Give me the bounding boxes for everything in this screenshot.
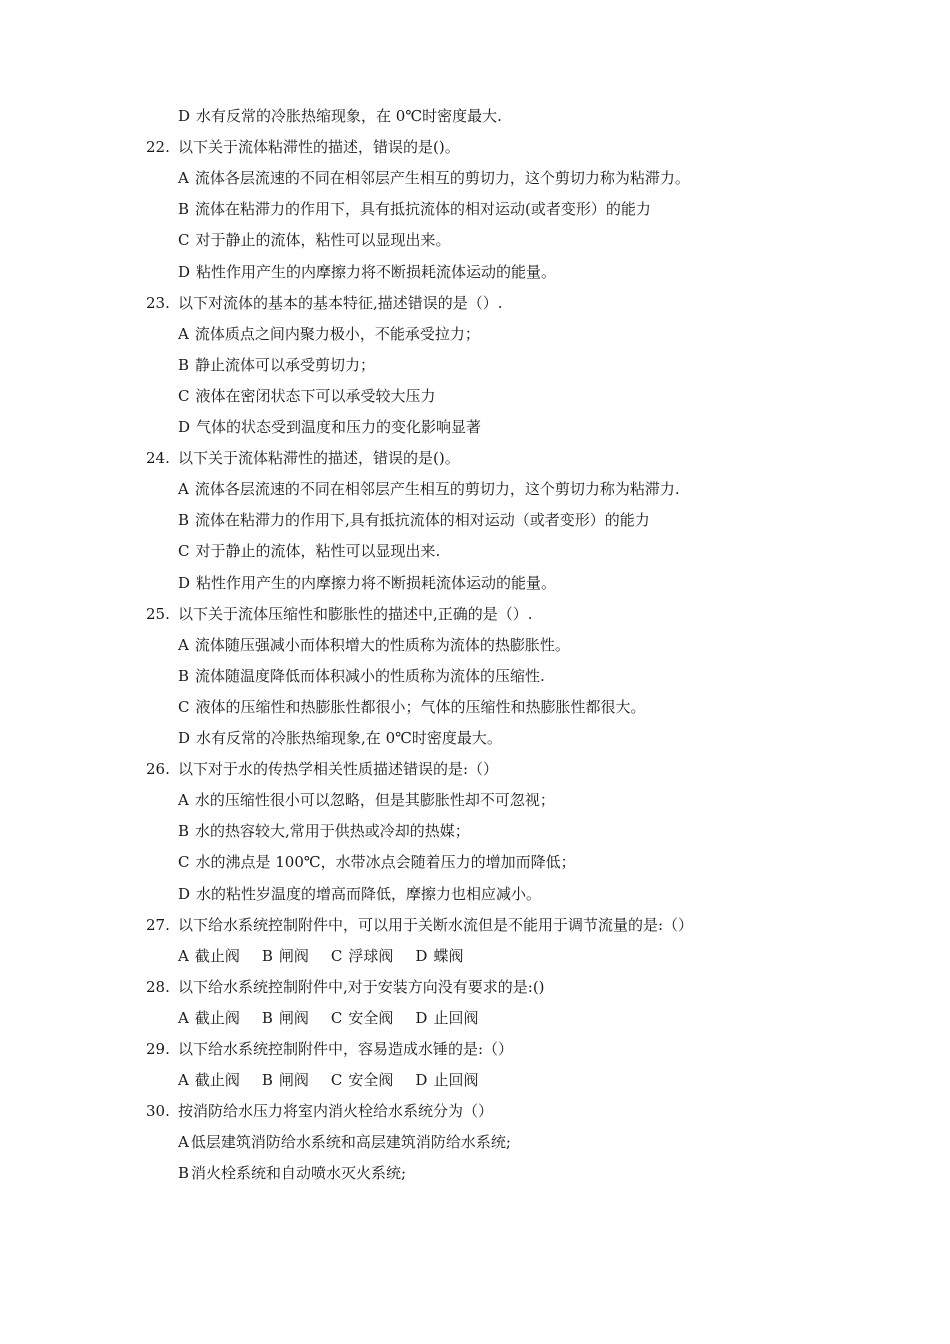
option-text: 安全阀 (348, 1009, 394, 1027)
option-letter: A (178, 480, 189, 498)
option-letter: D (178, 574, 191, 592)
option-text: 水的压缩性很小可以忽略，但是其膨胀性却不可忽视； (194, 791, 555, 809)
option-line (178, 728, 502, 748)
option-text: 水有反常的冷胀热缩现象，在 0℃时密度最大. (196, 107, 502, 125)
option-letter: D (415, 1009, 428, 1027)
question-text: 以下关于流体粘滞性的描述，错误的是()。 (178, 138, 460, 156)
option-text: 蝶阀 (433, 947, 464, 965)
question-line (146, 293, 503, 313)
option-line (178, 230, 451, 250)
option-letter: C (330, 1071, 343, 1089)
inline-options-line (178, 1008, 500, 1028)
option-line (178, 262, 556, 282)
option-text: 闸阀 (278, 1071, 309, 1089)
question-text: 按消防给水压力将室内消火栓给水系统分为（） (178, 1102, 494, 1120)
question-number: 28. (146, 978, 170, 996)
question-text: 以下关于流体压缩性和膨胀性的描述中,正确的是（）. (178, 605, 533, 623)
option-letter: B (178, 667, 190, 685)
option-text: 止回阀 (433, 1071, 479, 1089)
option-line (178, 884, 541, 904)
option-letter: B (178, 200, 190, 218)
option-text: 对于静止的流体，粘性可以显现出来。 (195, 231, 451, 249)
option-letter: A (178, 1009, 189, 1027)
option-line (178, 1132, 511, 1152)
inline-option (262, 1070, 309, 1090)
option-text: 流体各层流速的不同在相邻层产生相互的剪切力，这个剪切力称为粘滞力. (194, 480, 680, 498)
option-text: 流体各层流速的不同在相邻层产生相互的剪切力，这个剪切力称为粘滞力。 (194, 169, 690, 187)
option-line (178, 666, 545, 686)
question-line (146, 977, 545, 997)
inline-option (331, 1070, 394, 1090)
question-number: 24. (146, 449, 170, 467)
option-text: 流体质点之间内聚力极小，不能承受拉力； (194, 325, 480, 343)
option-letter: B (178, 1164, 190, 1182)
option-letter: A (178, 947, 189, 965)
option-text: 消火栓系统和自动喷水灭火系统; (191, 1164, 407, 1182)
question-number: 25. (146, 605, 170, 623)
option-text: 水的热容较大,常用于供热或冷却的热媒； (195, 822, 470, 840)
question-text: 以下关于流体粘滞性的描述，错误的是()。 (178, 449, 460, 467)
option-line (178, 510, 650, 530)
option-text: 流体随压强减小而体积增大的性质称为流体的热膨胀性。 (194, 636, 570, 654)
inline-option (415, 1008, 478, 1028)
option-letter: A (178, 169, 189, 187)
option-text: 浮球阀 (348, 947, 394, 965)
inline-option (178, 1008, 240, 1028)
inline-option (262, 946, 309, 966)
option-text: 水的粘性岁温度的增高而降低，摩擦力也相应减小。 (196, 885, 542, 903)
option-text: 粘性作用产生的内摩擦力将不断损耗流体运动的能量。 (196, 263, 557, 281)
option-letter: D (415, 1071, 428, 1089)
option-line (178, 386, 436, 406)
question-number: 29. (146, 1040, 170, 1058)
question-text: 以下给水系统控制附件中,对于安装方向没有要求的是:() (178, 978, 545, 996)
option-letter: B (178, 822, 190, 840)
option-letter: B (178, 511, 190, 529)
option-line (178, 697, 646, 717)
question-text: 以下给水系统控制附件中，可以用于关断水流但是不能用于调节流量的是:（） (178, 916, 694, 934)
inline-option (415, 946, 463, 966)
option-text: 流体随温度降低而体积减小的性质称为流体的压缩性. (195, 667, 545, 685)
option-line (178, 852, 576, 872)
option-letter: A (178, 1071, 189, 1089)
inline-options-line (178, 946, 485, 966)
question-line (146, 759, 498, 779)
question-line (146, 604, 533, 624)
question-line (146, 915, 693, 935)
option-letter: C (178, 387, 190, 405)
option-letter: B (261, 1071, 273, 1089)
inline-option (415, 1070, 478, 1090)
question-text: 以下对于水的传热学相关性质描述错误的是:（） (178, 760, 499, 778)
option-letter: A (178, 791, 189, 809)
option-line (178, 479, 680, 499)
option-line (178, 355, 375, 375)
option-text: 流体在粘滞力的作用下，具有抵抗流体的相对运动(或者变形）的能力 (195, 200, 651, 218)
question-text: 以下对流体的基本的基本特征,描述错误的是（）. (178, 294, 503, 312)
option-letter: C (178, 698, 190, 716)
inline-option (262, 1008, 309, 1028)
option-text: 安全阀 (348, 1071, 394, 1089)
option-line (178, 324, 480, 344)
option-letter: C (178, 542, 190, 560)
question-number: 26. (146, 760, 170, 778)
option-text: 低层建筑消防给水系统和高层建筑消防给水系统; (190, 1133, 511, 1151)
option-letter: A (178, 636, 189, 654)
question-line (146, 137, 460, 157)
option-letter: A (178, 1133, 189, 1151)
option-line (178, 635, 570, 655)
option-letter: D (178, 107, 191, 125)
option-line (178, 573, 556, 593)
option-text: 截止阀 (194, 1071, 240, 1089)
question-number: 27. (146, 916, 170, 934)
question-line (146, 1101, 493, 1121)
option-letter: D (178, 418, 191, 436)
option-letter: D (178, 885, 191, 903)
option-line (178, 417, 481, 437)
option-letter: D (415, 947, 428, 965)
option-letter: B (178, 356, 190, 374)
option-text: 气体的状态受到温度和压力的变化影响显著 (196, 418, 482, 436)
option-text: 对于静止的流体，粘性可以显现出来. (195, 542, 441, 560)
option-text: 液体在密闭状态下可以承受较大压力 (195, 387, 436, 405)
option-letter: A (178, 325, 189, 343)
option-line (178, 199, 651, 219)
inline-option (331, 1008, 394, 1028)
option-text: 截止阀 (194, 1009, 240, 1027)
question-number: 22. (146, 138, 170, 156)
option-text: 止回阀 (433, 1009, 479, 1027)
question-line (146, 1039, 513, 1059)
question-number: 23. (146, 294, 170, 312)
option-letter: C (330, 1009, 343, 1027)
option-letter: C (178, 853, 190, 871)
option-text: 闸阀 (278, 947, 309, 965)
option-letter: D (178, 729, 191, 747)
option-letter: B (261, 1009, 273, 1027)
question-line (146, 448, 460, 468)
option-text: 闸阀 (278, 1009, 309, 1027)
option-line (178, 106, 502, 126)
option-text: 粘性作用产生的内摩擦力将不断损耗流体运动的能量。 (196, 574, 557, 592)
option-line (178, 541, 440, 561)
option-line (178, 1163, 406, 1183)
option-letter: C (178, 231, 190, 249)
inline-options-line (178, 1070, 500, 1090)
option-letter: B (261, 947, 273, 965)
option-text: 液体的压缩性和热膨胀性都很小；气体的压缩性和热膨胀性都很大。 (195, 698, 646, 716)
option-letter: D (178, 263, 191, 281)
option-line (178, 168, 690, 188)
option-text: 水的沸点是 100℃，水带冰点会随着压力的增加而降低； (195, 853, 576, 871)
inline-option (178, 946, 240, 966)
option-text: 静止流体可以承受剪切力； (195, 356, 376, 374)
option-line (178, 821, 470, 841)
inline-option (331, 946, 394, 966)
option-letter: C (330, 947, 343, 965)
option-text: 流体在粘滞力的作用下,具有抵抗流体的相对运动（或者变形）的能力 (195, 511, 650, 529)
option-text: 水有反常的冷胀热缩现象,在 0℃时密度最大。 (196, 729, 502, 747)
question-number: 30. (146, 1102, 170, 1120)
inline-option (178, 1070, 240, 1090)
option-line (178, 790, 555, 810)
option-text: 截止阀 (194, 947, 240, 965)
question-text: 以下给水系统控制附件中，容易造成水锤的是:（） (178, 1040, 514, 1058)
